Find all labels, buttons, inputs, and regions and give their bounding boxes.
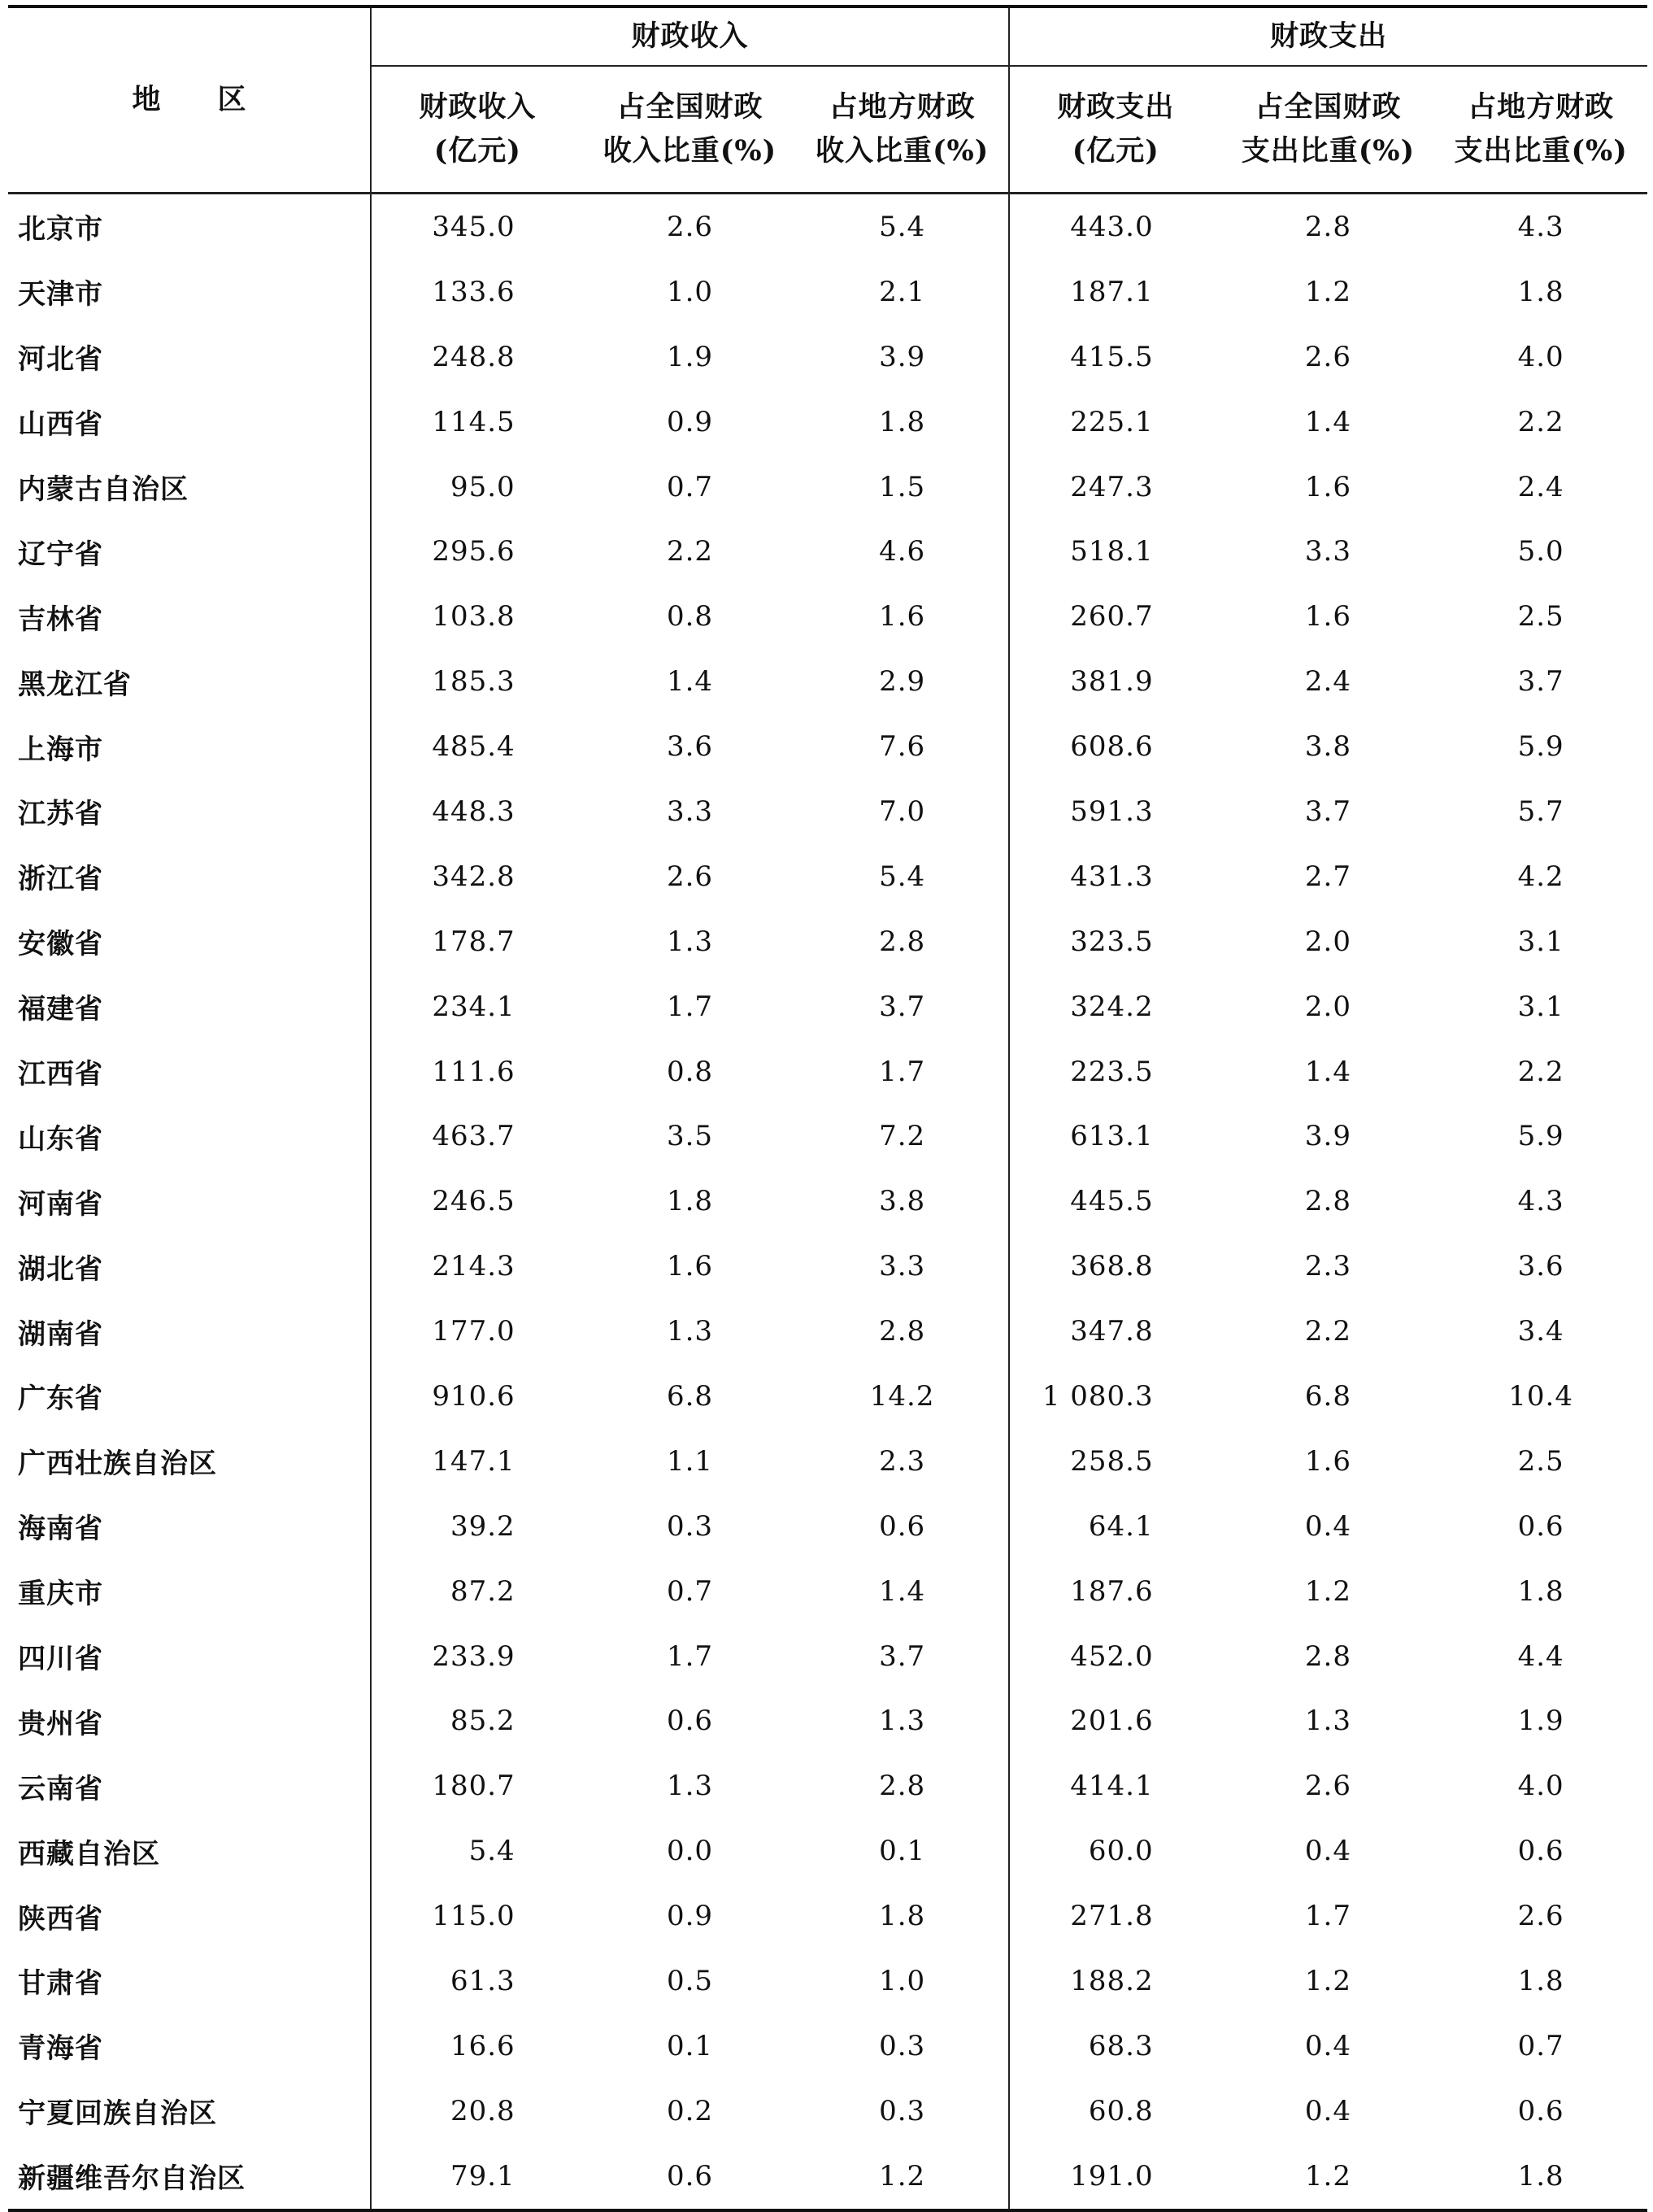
expenditure-cell: 260.7 [1070,600,1154,634]
revenue-national-share-cell: 1.1 [666,1444,714,1478]
expenditure-local-share-cell: 1.8 [1517,1964,1564,1997]
revenue-local-share-cell: 1.8 [796,1883,1009,1949]
revenue-national-share-cell: 3.6 [666,730,714,764]
revenue-local-share-cell: 1.0 [796,1949,1009,2014]
revenue-local-share-cell: 14.2 [796,1364,1009,1429]
expenditure-cell: 591.3 [1070,795,1154,828]
table-row [8,1169,1647,1234]
expenditure-local-share-cell: 3.4 [1517,1315,1564,1348]
expenditure-cell: 452.0 [1070,1639,1154,1673]
region-cell: 山西省 [8,390,371,455]
revenue-national-share-cell: 0.6 [666,1705,714,1738]
region-cell: 江苏省 [8,779,371,844]
revenue-cell: 342.8 [432,860,515,893]
revenue-national-share-cell: 1.3 [666,925,714,958]
expenditure-cell: 188.2 [1070,1964,1154,1997]
expenditure-national-share-cell: 0.4 [1304,2029,1351,2062]
expenditure-local-share-cell: 1.8 [1434,2144,1647,2210]
region-column-header: 地 区 [8,7,371,194]
table-row [8,259,1647,324]
expenditure-local-share-cell: 4.3 [1517,1185,1564,1218]
expenditure-cell: 201.6 [1070,1705,1154,1738]
expenditure-local-share-cell: 4.3 [1517,210,1564,243]
revenue-cell: 246.5 [432,1185,515,1218]
revenue-local-share-cell: 1.4 [796,1559,1009,1624]
revenue-national-share-cell: 1.8 [666,1185,714,1218]
expenditure-national-share-cell: 2.0 [1304,925,1351,958]
expenditure-cell: 368.8 [1070,1250,1154,1283]
expenditure-group-header: 财政支出 [1009,7,1647,66]
revenue-national-share-cell: 1.6 [666,1250,714,1283]
expenditure-national-share-cell: 3.8 [1304,730,1351,764]
expenditure-local-share-cell: 2.4 [1517,470,1564,503]
expenditure-local-share-cell: 0.7 [1517,2029,1564,2062]
expenditure-local-share-cell: 5.9 [1517,1120,1564,1153]
region-cell: 新疆维吾尔自治区 [8,2144,371,2210]
expenditure-local-share-cell: 0.6 [1517,1509,1564,1543]
region-cell: 内蒙古自治区 [8,455,371,520]
revenue-cell: 111.6 [432,1055,515,1088]
table-row [8,779,1647,844]
region-cell: 广西壮族自治区 [8,1429,371,1494]
table-row [8,1299,1647,1364]
table-row [8,194,1647,259]
revenue-local-share-cell: 7.0 [796,779,1009,844]
revenue-local-share-cell: 2.8 [796,1753,1009,1818]
region-cell: 福建省 [8,974,371,1039]
table-row [8,2079,1647,2144]
expenditure-local-share-cell: 5.9 [1517,730,1564,764]
expenditure-local-share-cell: 3.7 [1517,665,1564,699]
expenditure-national-share-cell: 1.6 [1304,470,1351,503]
expenditure-cell: 60.0 [1088,1835,1154,1868]
revenue-national-share-cell: 0.7 [666,1574,714,1608]
table-row [8,1364,1647,1429]
expenditure-national-share-cell: 1.6 [1304,600,1351,634]
expenditure-national-share-cell: 2.0 [1304,990,1351,1023]
region-cell: 吉林省 [8,584,371,649]
column-header-revenue-local-share: 占地方财政 收入比重(%) [796,66,1009,194]
expenditure-national-share-cell: 2.3 [1304,1250,1351,1283]
revenue-cell: 39.2 [450,1509,515,1543]
expenditure-national-share-cell: 2.2 [1304,1315,1351,1348]
table-row [8,1234,1647,1299]
expenditure-national-share-cell: 2.8 [1304,210,1351,243]
revenue-cell: 114.5 [432,405,515,438]
revenue-cell: 234.1 [432,990,515,1023]
revenue-local-share-cell: 2.8 [796,1299,1009,1364]
revenue-local-share-cell: 7.6 [796,714,1009,779]
region-cell: 安徽省 [8,909,371,974]
revenue-national-share-cell: 1.3 [666,1315,714,1348]
expenditure-cell: 247.3 [1070,470,1154,503]
revenue-cell: 85.2 [450,1705,515,1738]
column-header-expenditure: 财政支出 (亿元) [1009,66,1222,194]
region-cell: 陕西省 [8,1883,371,1949]
expenditure-national-share-cell: 1.4 [1304,1055,1351,1088]
revenue-national-share-cell: 0.7 [666,470,714,503]
expenditure-local-share-cell: 4.0 [1517,1770,1564,1803]
revenue-cell: 103.8 [432,600,515,634]
expenditure-local-share-cell: 4.2 [1517,860,1564,893]
expenditure-cell: 414.1 [1070,1770,1154,1803]
revenue-local-share-cell: 5.4 [796,194,1009,259]
expenditure-cell: 445.5 [1070,1185,1154,1218]
column-header-expenditure-national-share: 占全国财政 支出比重(%) [1222,66,1435,194]
revenue-national-share-cell: 2.2 [666,535,714,568]
revenue-local-share-cell: 2.3 [796,1429,1009,1494]
table-row [8,649,1647,714]
table-row [8,2144,1647,2210]
revenue-cell: 95.0 [450,470,515,503]
table-row [8,844,1647,909]
revenue-cell: 485.4 [432,730,515,764]
revenue-local-share-cell: 1.5 [796,455,1009,520]
revenue-cell: 16.6 [450,2029,515,2062]
expenditure-national-share-cell: 1.4 [1304,405,1351,438]
expenditure-local-share-cell: 2.5 [1517,600,1564,634]
expenditure-national-share-cell: 2.7 [1304,860,1351,893]
region-cell: 云南省 [8,1753,371,1818]
revenue-national-share-cell: 1.7 [666,1639,714,1673]
expenditure-national-share-cell: 2.8 [1304,1639,1351,1673]
expenditure-cell: 191.0 [1009,2144,1222,2210]
revenue-national-share-cell: 0.8 [666,1055,714,1088]
region-cell: 上海市 [8,714,371,779]
column-header-revenue-national-share: 占全国财政 收入比重(%) [584,66,797,194]
revenue-national-share-cell: 1.9 [666,340,714,373]
table-row [8,1039,1647,1104]
region-cell: 湖北省 [8,1234,371,1299]
column-header-revenue: 财政收入 (亿元) [371,66,584,194]
revenue-local-share-cell: 0.3 [796,2079,1009,2144]
revenue-cell: 448.3 [432,795,515,828]
expenditure-cell: 431.3 [1070,860,1154,893]
revenue-local-share-cell: 5.4 [796,844,1009,909]
expenditure-cell: 415.5 [1070,340,1154,373]
expenditure-cell: 68.3 [1088,2029,1154,2062]
revenue-national-share-cell: 3.3 [666,795,714,828]
expenditure-cell: 258.5 [1070,1444,1154,1478]
revenue-local-share-cell: 1.2 [796,2144,1009,2210]
revenue-local-share-cell: 7.2 [796,1104,1009,1169]
revenue-cell: 345.0 [432,210,515,243]
expenditure-local-share-cell: 2.6 [1517,1900,1564,1933]
expenditure-local-share-cell: 0.6 [1517,2094,1564,2127]
expenditure-local-share-cell: 2.5 [1517,1444,1564,1478]
revenue-cell: 147.1 [432,1444,515,1478]
region-cell: 贵州省 [8,1688,371,1753]
table-row [8,584,1647,649]
revenue-national-share-cell: 0.3 [666,1509,714,1543]
expenditure-local-share-cell: 3.1 [1517,990,1564,1023]
revenue-national-share-cell: 3.5 [666,1120,714,1153]
revenue-national-share-cell: 0.9 [666,1900,714,1933]
region-cell: 宁夏回族自治区 [8,2079,371,2144]
expenditure-local-share-cell: 3.6 [1517,1250,1564,1283]
region-cell: 广东省 [8,1364,371,1429]
expenditure-local-share-cell: 4.4 [1517,1639,1564,1673]
region-cell: 天津市 [8,259,371,324]
revenue-local-share-cell: 2.8 [796,909,1009,974]
revenue-national-share-cell: 0.0 [666,1835,714,1868]
revenue-national-share-cell: 0.1 [666,2029,714,2062]
expenditure-local-share-cell: 5.0 [1517,535,1564,568]
expenditure-cell: 443.0 [1070,210,1154,243]
expenditure-cell: 187.6 [1070,1574,1154,1608]
table-row [8,1624,1647,1689]
region-cell: 海南省 [8,1494,371,1559]
revenue-national-share-cell: 0.5 [666,1964,714,1997]
table-row [8,1494,1647,1559]
revenue-local-share-cell: 3.7 [796,974,1009,1039]
fiscal-table [8,5,1647,2212]
revenue-local-share-cell: 0.1 [796,1818,1009,1883]
revenue-local-share-cell: 3.3 [796,1234,1009,1299]
revenue-local-share-cell: 2.9 [796,649,1009,714]
revenue-cell: 115.0 [432,1900,515,1933]
region-cell: 甘肃省 [8,1949,371,2014]
revenue-cell: 214.3 [432,1250,515,1283]
region-cell: 西藏自治区 [8,1818,371,1883]
revenue-local-share-cell: 3.7 [796,1624,1009,1689]
table-row [8,2014,1647,2079]
table-row [8,324,1647,390]
revenue-cell: 180.7 [432,1770,515,1803]
expenditure-national-share-cell: 2.6 [1304,340,1351,373]
expenditure-national-share-cell: 2.8 [1304,1185,1351,1218]
expenditure-cell: 347.8 [1070,1315,1154,1348]
expenditure-local-share-cell: 5.7 [1517,795,1564,828]
region-cell: 青海省 [8,2014,371,2079]
expenditure-national-share-cell: 2.6 [1304,1770,1351,1803]
revenue-cell: 79.1 [371,2144,584,2210]
revenue-national-share-cell: 1.3 [666,1770,714,1803]
revenue-cell: 133.6 [432,275,515,308]
table-row [8,1883,1647,1949]
expenditure-local-share-cell: 0.6 [1517,1835,1564,1868]
expenditure-national-share-cell: 1.3 [1304,1705,1351,1738]
revenue-national-share-cell: 1.4 [666,665,714,699]
table-row [8,1559,1647,1624]
table-body [8,194,1647,2210]
expenditure-national-share-cell: 1.2 [1304,275,1351,308]
expenditure-cell: 271.8 [1070,1900,1154,1933]
expenditure-cell: 613.1 [1070,1120,1154,1153]
revenue-local-share-cell: 0.6 [796,1494,1009,1559]
revenue-local-share-cell: 1.7 [796,1039,1009,1104]
table-row [8,1429,1647,1494]
revenue-local-share-cell: 3.9 [796,324,1009,390]
revenue-local-share-cell: 1.8 [796,390,1009,455]
revenue-cell: 295.6 [432,535,515,568]
region-cell: 北京市 [8,194,371,259]
table-row [8,519,1647,584]
revenue-local-share-cell: 3.8 [796,1169,1009,1234]
revenue-national-share-cell: 0.6 [584,2144,797,2210]
revenue-local-share-cell: 1.6 [796,584,1009,649]
table-row [8,714,1647,779]
table-row [8,455,1647,520]
expenditure-local-share-cell: 2.2 [1517,405,1564,438]
revenue-cell: 248.8 [432,340,515,373]
revenue-local-share-cell: 1.3 [796,1688,1009,1753]
region-cell: 江西省 [8,1039,371,1104]
expenditure-cell: 324.2 [1070,990,1154,1023]
revenue-cell: 233.9 [432,1639,515,1673]
expenditure-cell: 60.8 [1088,2094,1154,2127]
revenue-national-share-cell: 2.6 [666,210,714,243]
revenue-cell: 20.8 [450,2094,515,2127]
expenditure-cell: 64.1 [1088,1509,1154,1543]
region-cell: 湖南省 [8,1299,371,1364]
expenditure-cell: 1 080.3 [1042,1379,1154,1413]
expenditure-local-share-cell: 2.2 [1517,1055,1564,1088]
region-cell: 浙江省 [8,844,371,909]
expenditure-local-share-cell: 1.9 [1517,1705,1564,1738]
region-cell: 山东省 [8,1104,371,1169]
expenditure-national-share-cell: 0.4 [1304,1835,1351,1868]
region-cell: 重庆市 [8,1559,371,1624]
expenditure-national-share-cell: 3.3 [1304,535,1351,568]
expenditure-cell: 187.1 [1070,275,1154,308]
revenue-group-header: 财政收入 [371,7,1009,66]
region-cell: 四川省 [8,1624,371,1689]
revenue-national-share-cell: 1.0 [666,275,714,308]
table-row [8,1818,1647,1883]
revenue-national-share-cell: 2.6 [666,860,714,893]
revenue-national-share-cell: 0.2 [666,2094,714,2127]
revenue-local-share-cell: 4.6 [796,519,1009,584]
table-row [8,390,1647,455]
expenditure-national-share-cell: 6.8 [1304,1379,1351,1413]
expenditure-national-share-cell: 3.9 [1304,1120,1351,1153]
expenditure-national-share-cell: 0.4 [1304,2094,1351,2127]
revenue-cell: 178.7 [432,925,515,958]
expenditure-cell: 223.5 [1070,1055,1154,1088]
table-row [8,1688,1647,1753]
revenue-cell: 177.0 [432,1315,515,1348]
revenue-cell: 5.4 [468,1835,515,1868]
revenue-national-share-cell: 1.7 [666,990,714,1023]
table-row [8,974,1647,1039]
table-row [8,1104,1647,1169]
revenue-cell: 61.3 [450,1964,515,1997]
expenditure-cell: 381.9 [1070,665,1154,699]
revenue-national-share-cell: 0.8 [666,600,714,634]
expenditure-local-share-cell: 3.1 [1517,925,1564,958]
region-cell: 河南省 [8,1169,371,1234]
region-cell: 辽宁省 [8,519,371,584]
revenue-cell: 910.6 [432,1379,515,1413]
expenditure-local-share-cell: 1.8 [1517,1574,1564,1608]
expenditure-cell: 518.1 [1070,535,1154,568]
expenditure-local-share-cell: 4.0 [1517,340,1564,373]
expenditure-cell: 608.6 [1070,730,1154,764]
expenditure-local-share-cell: 1.8 [1517,275,1564,308]
column-header-expenditure-local-share: 占地方财政 支出比重(%) [1434,66,1647,194]
revenue-local-share-cell: 2.1 [796,259,1009,324]
table-row [8,1753,1647,1818]
table-header [8,7,1647,194]
region-cell: 黑龙江省 [8,649,371,714]
expenditure-national-share-cell: 2.4 [1304,665,1351,699]
table-row [8,1949,1647,2014]
expenditure-national-share-cell: 3.7 [1304,795,1351,828]
expenditure-national-share-cell: 1.7 [1304,1900,1351,1933]
expenditure-national-share-cell: 0.4 [1304,1509,1351,1543]
revenue-cell: 185.3 [432,665,515,699]
revenue-local-share-cell: 0.3 [796,2014,1009,2079]
table-row [8,909,1647,974]
expenditure-national-share-cell: 1.2 [1304,1964,1351,1997]
revenue-national-share-cell: 6.8 [666,1379,714,1413]
expenditure-cell: 225.1 [1070,405,1154,438]
revenue-national-share-cell: 0.9 [666,405,714,438]
expenditure-national-share-cell: 1.2 [1222,2144,1435,2210]
revenue-cell: 87.2 [450,1574,515,1608]
revenue-cell: 463.7 [432,1120,515,1153]
region-cell: 河北省 [8,324,371,390]
expenditure-cell: 323.5 [1070,925,1154,958]
expenditure-local-share-cell: 10.4 [1508,1379,1573,1413]
expenditure-national-share-cell: 1.2 [1304,1574,1351,1608]
expenditure-national-share-cell: 1.6 [1304,1444,1351,1478]
